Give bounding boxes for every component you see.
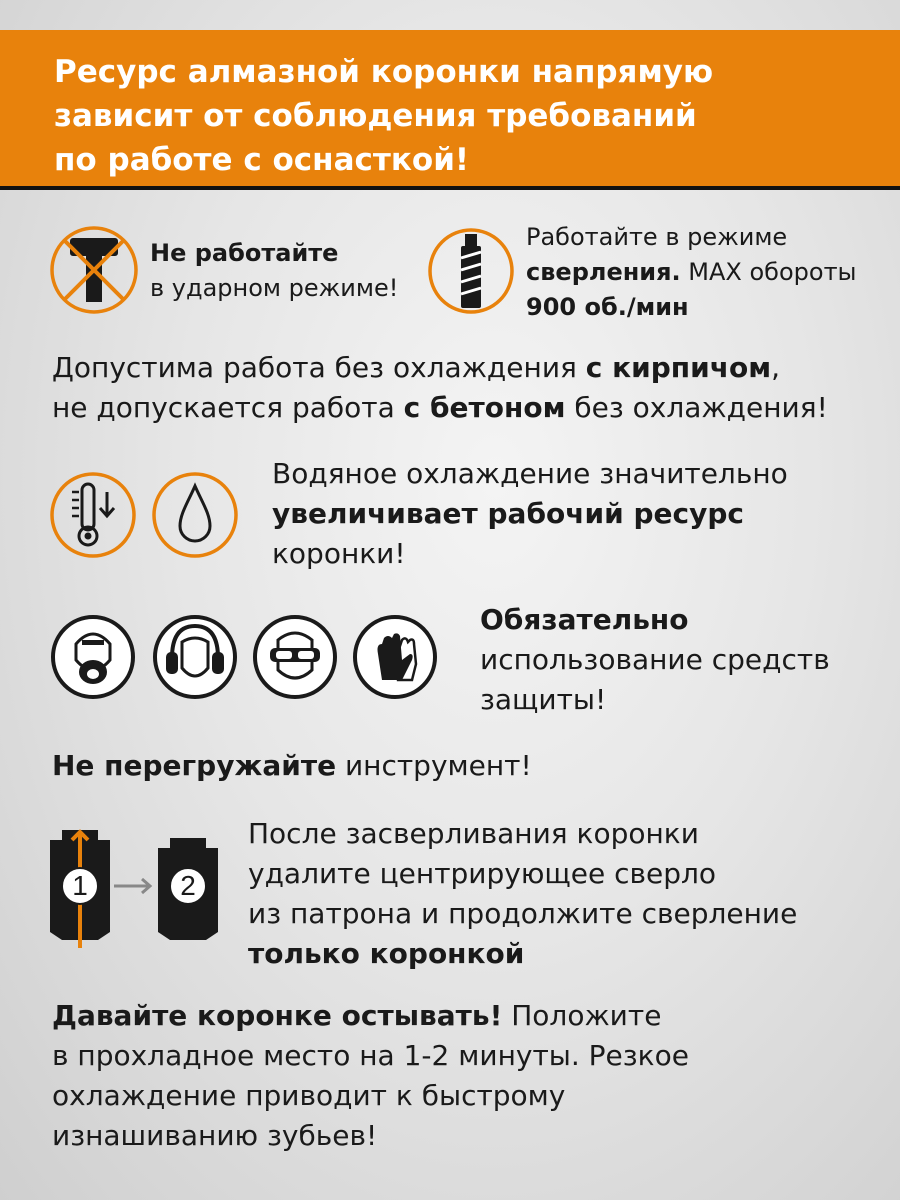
rule-overload-text: инструмент!: [336, 749, 532, 782]
rule-drill-mode-line2-text: MAX обороты: [680, 258, 857, 286]
step-one-number: 1: [72, 870, 88, 901]
rule-protection: [480, 600, 830, 720]
rule-overload-bold: Не перегружайте: [52, 749, 337, 782]
rule-no-hammer-bold: Не работайте: [150, 239, 339, 267]
rule-cool-down-line3: охлаждение приводит к быстрому: [52, 1079, 566, 1112]
rule-cool-down-line1-text: Положите: [502, 999, 662, 1032]
rule-drill-mode: [526, 220, 857, 325]
rule-overload: [52, 746, 532, 786]
rule-remove-drill-line3: из патрона и продолжите сверление: [248, 897, 798, 930]
header-title-line: Ресурс алмазной коронки напрямую: [54, 54, 714, 90]
step-two-number: 2: [180, 870, 196, 901]
rule-cooling-line1-text: Допустима работа без охлаждения: [52, 351, 586, 384]
rule-cooling-line2-bold: с бетоном: [403, 391, 566, 424]
rule-cooling-line2-text: не допускается работа: [52, 391, 404, 424]
rule-no-hammer: [150, 236, 398, 306]
rule-remove-drill-line4-bold: только коронкой: [248, 937, 525, 970]
rule-remove-drill-line2: удалите центрирующее сверло: [248, 857, 717, 890]
safety-goggles-icon: [252, 614, 338, 700]
rule-protection-line2: использование средств: [480, 643, 830, 676]
drill-bit-icon: [426, 226, 516, 316]
rule-remove-drill-line1: После засверливания коронки: [248, 817, 699, 850]
rule-water: [272, 454, 788, 574]
rule-water-line2-bold: увеличивает рабочий ресурс: [272, 497, 744, 530]
rule-protection-line1-bold: Обязательно: [480, 603, 689, 636]
rule-cool-down-line1-bold: Давайте коронке остывать!: [52, 999, 503, 1032]
ear-protection-icon: [152, 614, 238, 700]
rule-protection-line3: защиты!: [480, 683, 607, 716]
rule-no-hammer-text: в ударном режиме!: [150, 274, 399, 302]
rule-water-line1: Водяное охлаждение значительно: [272, 457, 788, 490]
respirator-icon: [50, 614, 136, 700]
header-banner: [0, 30, 900, 190]
arrow-right-icon: [114, 876, 154, 896]
rule-cool-down: [52, 996, 689, 1156]
gloves-icon: [352, 614, 438, 700]
rule-drill-mode-line3-bold: 900 об./мин: [526, 293, 689, 321]
hammer-prohibited-icon: [48, 224, 140, 316]
rule-water-line3: коронки!: [272, 537, 406, 570]
water-drop-icon: [150, 470, 240, 560]
rule-cooling: [52, 348, 828, 428]
rule-cooling-line1-bold: с кирпичом: [585, 351, 772, 384]
rule-cool-down-line2: в прохладное место на 1-2 минуты. Резкое: [52, 1039, 689, 1072]
rule-remove-drill: [248, 814, 797, 974]
rule-cool-down-line4: изнашиванию зубьев!: [52, 1119, 378, 1152]
rule-cooling-line2-end: без охлаждения!: [565, 391, 828, 424]
thermometer-down-icon: [48, 470, 138, 560]
rule-drill-mode-line1: Работайте в режиме: [526, 223, 788, 251]
header-title-line: по работе с оснасткой!: [54, 142, 470, 178]
rule-drill-mode-line2-bold: сверления.: [526, 258, 681, 286]
header-title-line: зависит от соблюдения требований: [54, 98, 697, 134]
rule-cooling-line1-end: ,: [771, 351, 780, 384]
